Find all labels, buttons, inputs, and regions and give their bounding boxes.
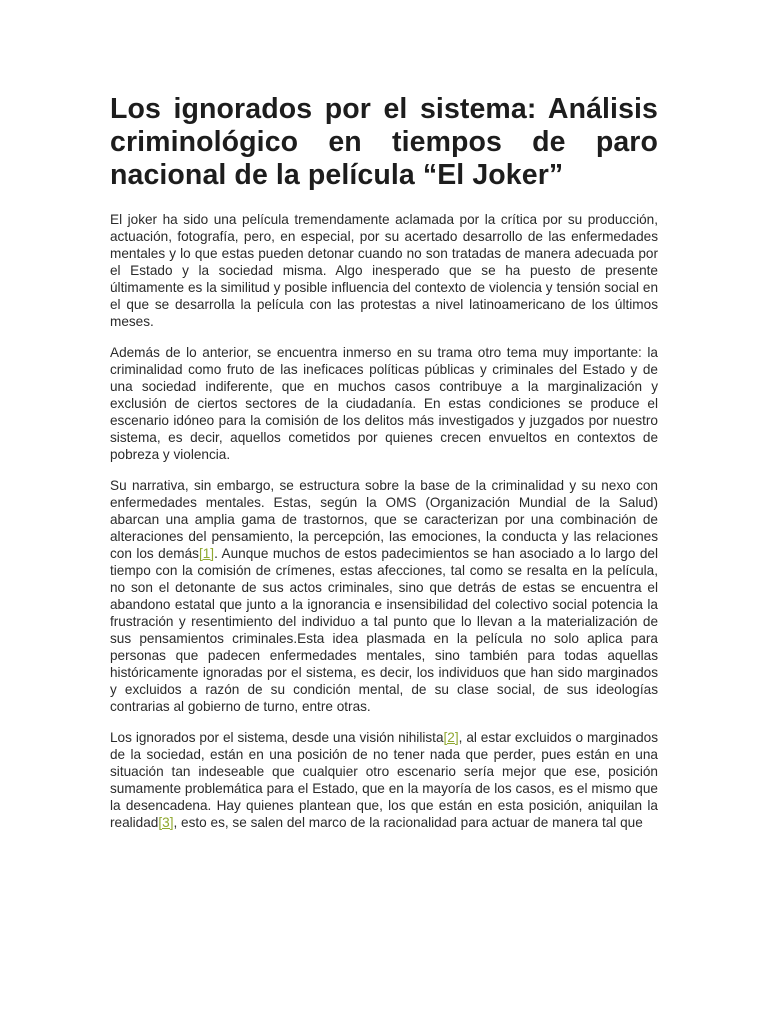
paragraph-text: , al estar excluidos o marginados de la sociedad, están en una posición de no tener nada que perder, pues están en una situación tan indeseable que cualquier otro escenario sería mejor que ese, posición sumamente problemática para el Estado, que en la mayoría de los casos, es el mismo que la desencadena. Hay quienes plantean que, los que están en esta posición, aniquilan la realidad: [110, 730, 659, 830]
footnote-link-1[interactable]: [1]: [198, 546, 215, 561]
document-page: [110, 93, 658, 845]
paragraph-text: . Aunque muchos de estos padecimientos se han asociado a lo largo del tiempo con la comisión de crímenes, estas afecciones, tal como se resalta en la película, no son el detonante de sus actos criminales, sino que detrás de estas se encuentra el abandono estatal que junto a la ignorancia e insensibilidad del colectivo social potencia la frustración y resentimiento del individuo a tal punto que lo llevan a la materialización de sus pensamientos criminales.Esta idea plasmada en la película no solo aplica para personas que padecen enfermedades mentales, sino también para todas aquellas históricamente ignoradas por el sistema, es decir, los individuos que han sido marginados y excluidos a razón de su condición mental, de su clase social, de sus ideologías contrarias al gobierno de turno, entre otras.: [110, 546, 658, 714]
footnote-link-2[interactable]: [2]: [443, 730, 459, 745]
paragraph-1: [110, 211, 658, 330]
paragraph-4: [110, 729, 658, 831]
paragraph-text: El joker ha sido una película tremendamente aclamada por la crítica por su producción, actuación, fotografía, pero, en especial, por su acertado desarrollo de las enfermedades mentales y lo que estas pueden detonar cuando no son tratadas de manera adecuada por el Estado y la sociedad misma. Algo inesperado que se ha puesto de presente últimamente es la similitud y posible influencia del contexto de violencia y tensión social en el que se desarrolla la película con las protestas a nivel latinoamericano de los últimos meses.: [110, 212, 658, 329]
paragraph-text: Su narrativa, sin embargo, se estructura sobre la base de la criminalidad y su nexo con enfermedades mentales. Estas, según la OMS (Organización Mundial de la Salud) abarcan una amplia gama de trastornos, que se caracterizan por una combinación de alteraciones del pensamiento, la percepción, las emociones, la conducta y las relaciones con los demás: [110, 478, 658, 561]
paragraph-text: , esto es, se salen del marco de la racionalidad para actuar de manera tal que: [173, 815, 643, 830]
paragraph-text: Los ignorados por el sistema, desde una visión nihilista: [110, 730, 444, 745]
paragraph-2: [110, 344, 658, 463]
paragraph-3: [110, 477, 658, 715]
paragraph-text: Además de lo anterior, se encuentra inmerso en su trama otro tema muy importante: la criminalidad como fruto de las ineficaces políticas públicas y criminales del Estado y de una sociedad indiferente, que en muchos casos contribuye a la marginalización y exclusión de ciertos sectores de la ciudadanía. En estas condiciones se produce el escenario idóneo para la comisión de los delitos más investigados y juzgados por nuestro sistema, es decir, aquellos cometidos por quienes crecen envueltos en contextos de pobreza y violencia.: [110, 345, 658, 462]
document-title: Los ignorados por el sistema: Análisis criminológico en tiempos de paro nacional de la película “El Joker”: [110, 93, 658, 191]
footnote-link-3[interactable]: [3]: [158, 815, 174, 830]
